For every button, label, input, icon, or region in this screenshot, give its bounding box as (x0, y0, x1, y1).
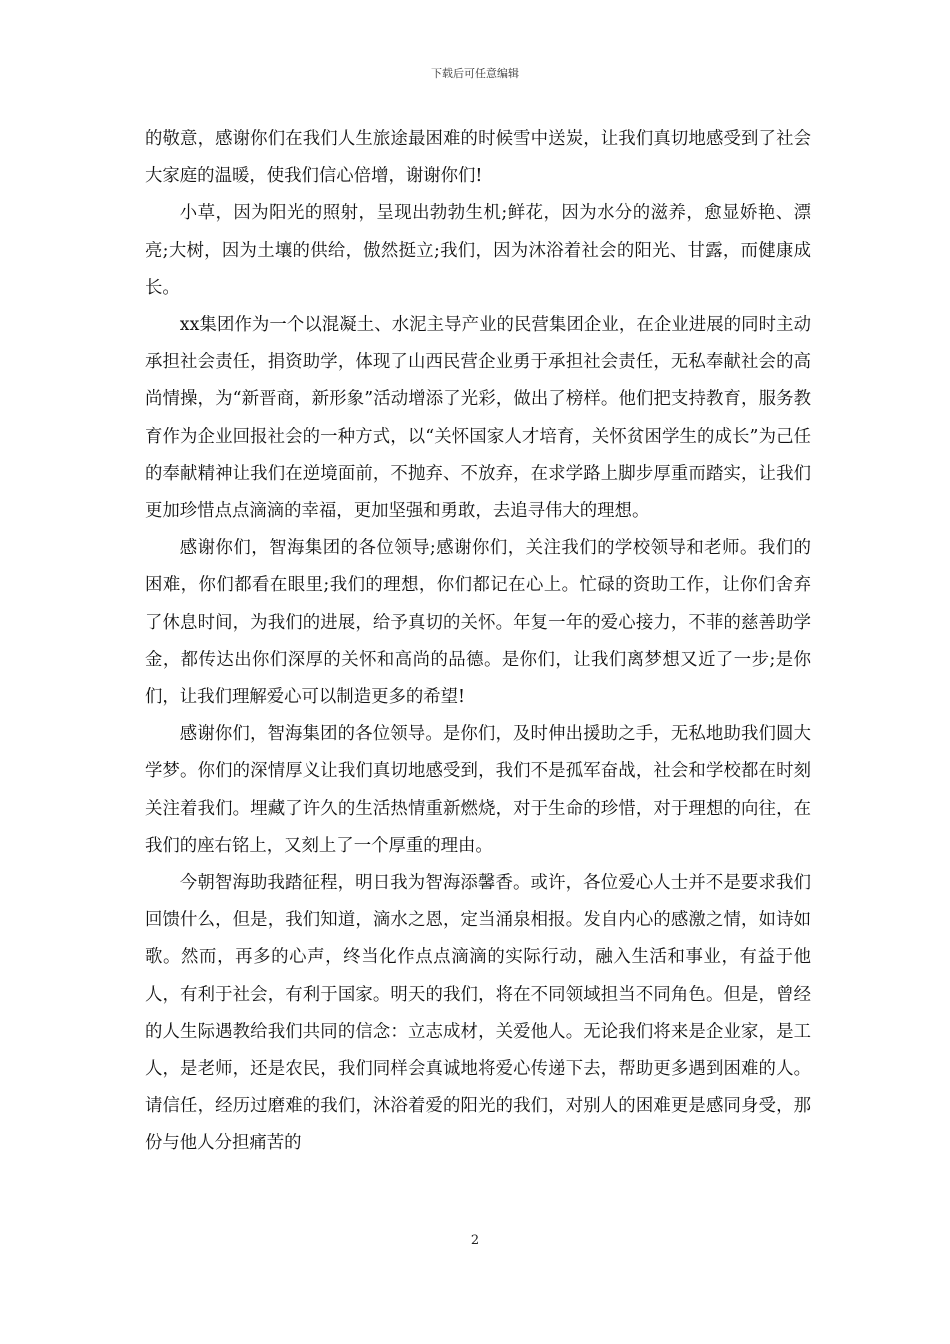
paragraph-6: 今朝智海助我踏征程，明日我为智海添馨香。或许，各位爱心人士并不是要求我们回馈什么，但是，我们知道，滴水之恩，定当涌泉相报。发自内心的感激之情，如诗如歌。然而，再多的心声，终当化作点点滴滴的实际行动，融入生活和事业，有益于他人，有利于社会，有利于国家。明天的我们，将在不同领域担当不同角色。但是，曾经的人生际遇教给我们共同的信念：立志成材，关爱他人。无论我们将来是企业家，是工人，是老师，还是农民，我们同样会真诚地将爱心传递下去，帮助更多遇到困难的人。请信任，经历过磨难的我们，沐浴着爱的阳光的我们，对别人的困难更是感同身受，那份与他人分担痛苦的 (145, 873, 811, 1154)
paragraph-4: 感谢你们，智海集团的各位领导;感谢你们，关注我们的学校领导和老师。我们的困难，你们都看在眼里;我们的理想，你们都记在心上。忙碌的资助工作，让你们舍弃了休息时间，为我们的进展，给予真切的关怀。年复一年的爱心接力，不菲的慈善助学金，都传达出你们深厚的关怀和高尚的品德。是你们，让我们离梦想又近了一步;是你们，让我们理解爱心可以制造更多的希望! (145, 538, 811, 708)
paragraph-1: 的敬意，感谢你们在我们人生旅途最困难的时候雪中送炭，让我们真切地感受到了社会大家庭的温暖，使我们信心倍增，谢谢你们! (145, 129, 811, 187)
header-note: 下载后可任意编辑 (431, 67, 519, 80)
body-text (145, 121, 811, 1163)
page-number: 2 (470, 1233, 480, 1248)
paragraph-2: 小草，因为阳光的照射，呈现出勃勃生机;鲜花，因为水分的滋养，愈显娇艳、漂亮;大树，因为土壤的供给，傲然挺立;我们，因为沐浴着社会的阳光、甘露，而健康成长。 (145, 203, 811, 298)
paragraph-5: 感谢你们，智海集团的各位领导。是你们，及时伸出援助之手，无私地助我们圆大学梦。你们的深情厚义让我们真切地感受到，我们不是孤军奋战，社会和学校都在时刻关注着我们。埋藏了许久的生活热情重新燃烧，对于生命的珍惜，对于理想的向往，在我们的座右铭上，又刻上了一个厚重的理由。 (145, 724, 811, 856)
paragraph-3: xx集团作为一个以混凝土、水泥主导产业的民营集团企业，在企业进展的同时主动承担社会责任，捐资助学，体现了山西民营企业勇于承担社会责任，无私奉献社会的高尚情操，为“新晋商，新形象”活动增添了光彩，做出了榜样。他们把支持教育，服务教育作为企业回报社会的一种方式，以“关怀国家人才培育，关怀贫困学生的成长”为己任的奉献精神让我们在逆境面前，不抛弃、不放弃，在求学路上脚步厚重而踏实，让我们更加珍惜点点滴滴的幸福，更加坚强和勇敢，去追寻伟大的理想。 (145, 315, 811, 522)
